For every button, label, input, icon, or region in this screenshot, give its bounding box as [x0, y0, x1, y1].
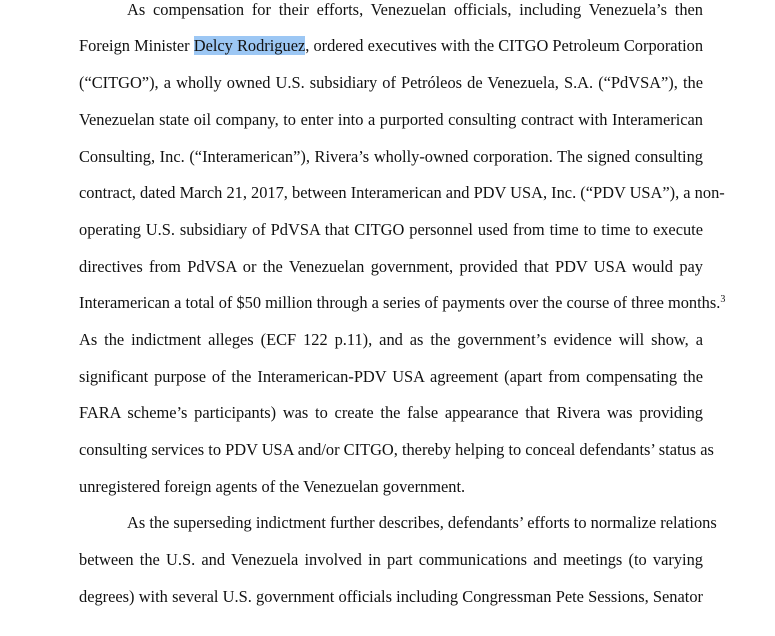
paragraph-2-line-3: degrees) with several U.S. government officials including Congressman Pete Sessions, Senator: [79, 587, 703, 606]
paragraph-2-line-2: between the U.S. and Venezuela involved in part communications and meetings (to varying: [79, 550, 703, 569]
paragraph-1-line-13: consulting services to PDV USA and/or CITGO, thereby helping to conceal defendants’ status as: [79, 440, 714, 459]
paragraph-2-line-1: As the superseding indictment further describes, defendants’ efforts to normalize relations: [127, 513, 717, 532]
highlighted-name[interactable]: Delcy Rodriguez: [193, 36, 306, 55]
paragraph-1-line-14: unregistered foreign agents of the Venezuelan government.: [79, 477, 466, 496]
paragraph-1-line-12: FARA scheme’s participants) was to create the false appearance that Rivera was providing: [79, 403, 703, 422]
text-run: Foreign Minister: [79, 36, 194, 55]
text-run: , ordered executives with the CITGO Petroleum Corporation: [305, 36, 704, 55]
paragraph-1-line-3: (“CITGO”), a wholly owned U.S. subsidiary of Petróleos de Venezuela, S.A. (“PdVSA”), the: [79, 73, 703, 92]
paragraph-1-line-8: directives from PdVSA or the Venezuelan government, provided that PDV USA would pay: [79, 257, 703, 276]
paragraph-1-line-7: operating U.S. subsidiary of PdVSA that CITGO personnel used from time to time to execute: [79, 220, 703, 239]
paragraph-1-line-11: significant purpose of the Interamerican-PDV USA agreement (apart from compensating the: [79, 367, 703, 386]
paragraph-1-line-4: Venezuelan state oil company, to enter into a purported consulting contract with Interamerican: [79, 110, 703, 129]
paragraph-1-line-6: contract, dated March 21, 2017, between Interamerican and PDV USA, Inc. (“PDV USA”), a non-: [79, 183, 725, 202]
footnote-marker[interactable]: 3: [720, 294, 726, 305]
text-run: Interamerican a total of $50 million through a series of payments over the course of three months.: [79, 293, 721, 312]
paragraph-1-line-2: [79, 36, 703, 56]
paragraph-1-line-9: [79, 293, 726, 313]
paragraph-1-line-10: As the indictment alleges (ECF 122 p.11), and as the government’s evidence will show, a: [79, 330, 703, 349]
paragraph-1-line-1: As compensation for their efforts, Venezuelan officials, including Venezuela’s then: [127, 0, 703, 19]
paragraph-1-line-5: Consulting, Inc. (“Interamerican”), Rivera’s wholly-owned corporation. The signed consulting: [79, 147, 703, 166]
